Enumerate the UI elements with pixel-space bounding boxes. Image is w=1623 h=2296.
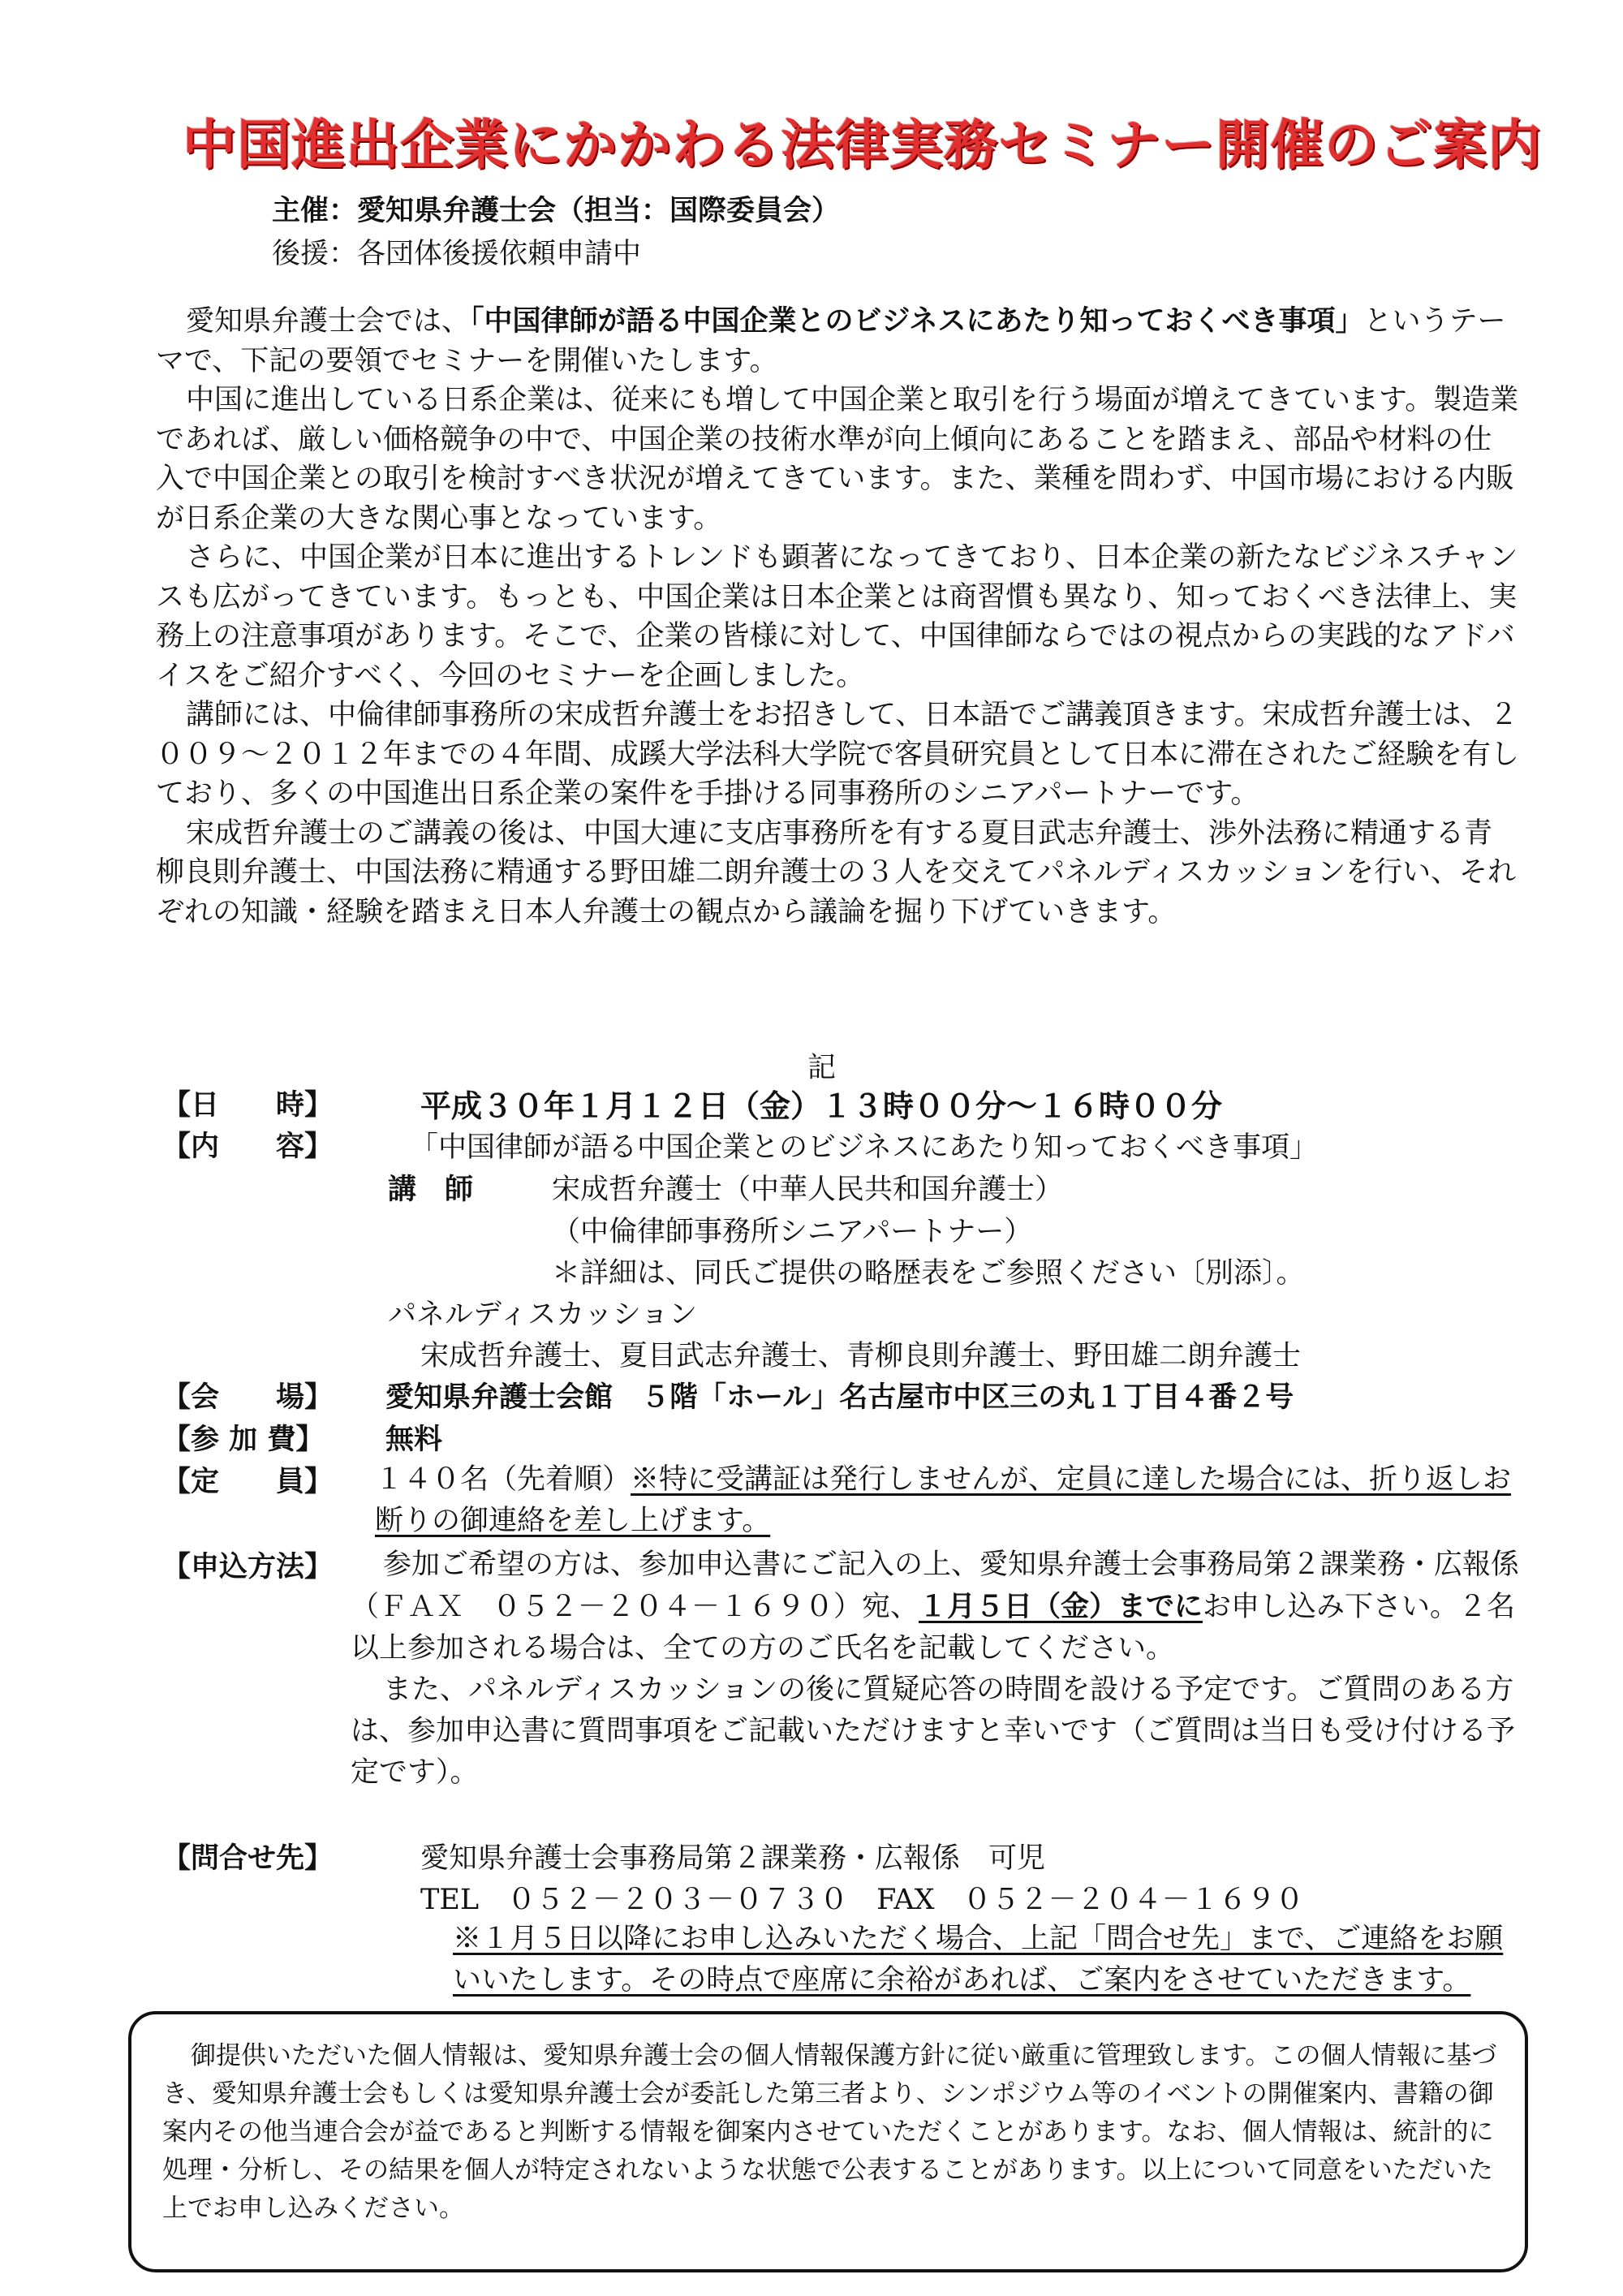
contact-label: 【問合せ先】: [162, 1842, 334, 1875]
organizer-line: 主催：愛知県弁護士会（担当：国際委員会）: [272, 195, 841, 227]
ki-mark: 記: [807, 1052, 837, 1084]
intro-paragraph-2: 中国に進出している日系企業は、従来にも増して中国企業と取引を行う場面が増えてきています。製造業であれば、厳しい価格競争の中で、中国企業の技術水準が向上傾向にあることを踏まえ、部品や材料の仕入で中国企業との取引を検討すべき状況が増えてきています。また、業種を問わず、中国市場における内販が日系企業の大きな関心事となっています。: [156, 384, 1519, 535]
apply-text-2: お申し込み下さい。２名以上参加される場合は、全ての方のご氏名を記載してください。: [351, 1591, 1516, 1665]
apply-deadline: １月５日（金）までに: [919, 1590, 1203, 1623]
lecturer-affiliation: （中倫律師事務所シニアパートナー）: [552, 1216, 1033, 1248]
lecturer-label: 講 師: [388, 1174, 474, 1206]
content-label: 【内 容】: [162, 1131, 334, 1163]
capacity-block: [375, 1459, 1519, 1542]
intro-paragraph-5: 宋成哲弁護士のご講義の後は、中国大連に支店事務所を有する夏目武志弁護士、渉外法務に精通する青柳良則弁護士、中国法務に精通する野田雄二朗弁護士の３人を交えてパネルディスカッションを行い、それぞれの知識・経験を踏まえ日本人弁護士の観点から議論を掘り下げていきます。: [156, 816, 1517, 928]
date-label: 【日 時】: [162, 1089, 334, 1122]
venue-value: 愛知県弁護士会館 ５階「ホール」名古屋市中区三の丸１丁目４番２号: [385, 1381, 1294, 1414]
capacity-value: １４０名（先着順）: [375, 1463, 631, 1496]
privacy-notice-text: 御提供いただいた個人情報は、愛知県弁護士会の個人情報保護方針に従い厳重に管理致します。この個人情報に基づき、愛知県弁護士会もしくは愛知県弁護士会が委託した第三者より、シンポジウム等のイベントの開催案内、書籍の御案内その他当連合会が益であると判断する情報を御案内させていただくことがあります。なお、個人情報は、統計的に処理・分析し、その結果を個人が特定されないような状態で公表することがあります。以上について同意をいただいた上でお申し込みください。: [162, 2041, 1497, 2223]
fee-label: 【参 加 費】: [162, 1424, 325, 1456]
apply-label: 【申込方法】: [162, 1551, 334, 1583]
date-value: 平成３０年１月１２日（金）１３時００分～１６時００分: [420, 1088, 1223, 1124]
panelists: 宋成哲弁護士、夏目武志弁護士、青柳良則弁護士、野田雄二朗弁護士: [420, 1340, 1302, 1372]
lecturer-note: ＊詳細は、同氏ご提供の略歴表をご参照ください〔別添〕。: [552, 1257, 1305, 1290]
support-line: 後援：各団体後援依頼申請中: [272, 238, 642, 270]
intro-paragraph-3: さらに、中国企業が日本に進出するトレンドも顕著になってきており、日本企業の新たなビジネスチャンスも広がってきています。もっとも、中国企業は日本企業とは商習慣も異なり、知っておくべき法律上、実務上の注意事項があります。そこで、企業の皆様に対して、中国律師ならではの視点からの実践的なアドバイスをご紹介すべく、今回のセミナーを企画しました。: [156, 541, 1518, 692]
lecturer-name: 宋成哲弁護士（中華人民共和国弁護士）: [552, 1174, 1064, 1206]
fee-value: 無料: [385, 1424, 443, 1456]
page-title: 中国進出企業にかかわる法律実務セミナー開催のご案内: [183, 114, 1542, 176]
apply-text-1: 参加ご希望の方は、参加申込書にご記入の上、愛知県弁護士会事務局第２課業務・広報係（ＦＡＸ ０５２－２０４－１６９０）宛、: [351, 1549, 1520, 1623]
privacy-notice-box: [128, 2011, 1528, 2272]
intro-paragraph-4: 講師には、中倫律師事務所の宋成哲弁護士をお招きして、日本語でご講義頂きます。宋成哲弁護士は、２００９～２０１２年までの４年間、成蹊大学法科大学院で客員研究員として日本に滞在されたご経験を有しており、多くの中国進出日系企業の案件を手掛ける同事務所のシニアパートナーです。: [156, 699, 1520, 810]
seminar-theme: 「中国律師が語る中国企業とのビジネスにあたり知っておくべき事項」: [470, 304, 1364, 338]
intro-text: [156, 302, 1519, 932]
panel-label: パネルディスカッション: [388, 1299, 698, 1331]
venue-label: 【会 場】: [162, 1381, 334, 1414]
apply-block: [351, 1544, 1519, 1794]
content-title: 「中国律師が語る中国企業とのビジネスにあたり知っておくべき事項」: [410, 1131, 1318, 1164]
contact-tel: TEL ０５２－２０３－０７３０ FAX ０５２－２０４－１６９０: [420, 1884, 1304, 1916]
contact-note: ※１月５日以降にお申し込みいただく場合、上記「問合せ先」まで、ご連絡をお願いいたします。その時点で座席に余裕があれば、ご案内をさせていただきます。: [453, 1923, 1504, 1997]
apply-text-3: また、パネルディスカッションの後に質疑応答の時間を設ける予定です。ご質問のある方は、参加申込書に質問事項をご記載いただけますと幸いです（ご質問は当日も受け付ける予定です）。: [351, 1674, 1516, 1789]
capacity-note: ※特に受講証は発行しませんが、定員に達した場合には、折り返しお断りの御連絡を差し上げます。: [375, 1463, 1512, 1537]
capacity-label: 【定 員】: [162, 1466, 334, 1498]
intro-paragraph-1: 愛知県弁護士会では、「中国律師が語る中国企業とのビジネスにあたり知っておくべき事項」というテーマで、下記の要領でセミナーを開催いたします。: [156, 304, 1506, 377]
contact-name: 愛知県弁護士会事務局第２課業務・広報係 可児: [420, 1842, 1046, 1875]
